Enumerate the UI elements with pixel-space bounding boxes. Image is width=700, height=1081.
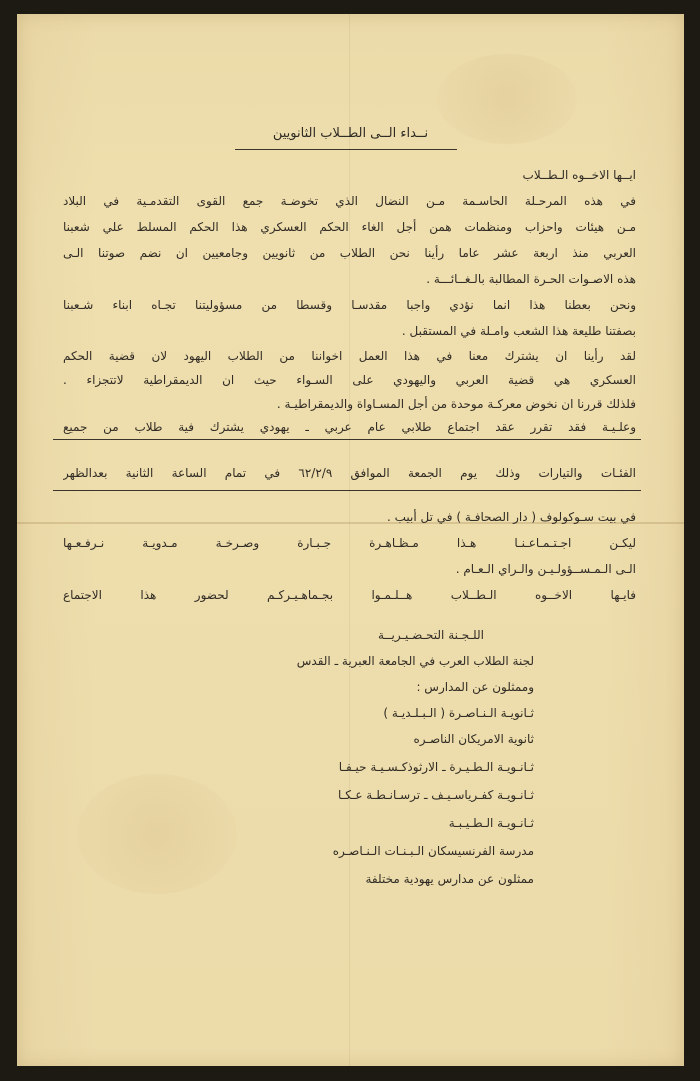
committee-member: ثـانـويـة الـطـيـبـة <box>448 816 534 830</box>
paragraph-1-line-2: مـن هيئات واحزاب ومنظمات همن أجل الغاء الحكم العسكري هذا الحكم المسلط علي شعبنا <box>63 220 636 234</box>
divider-line <box>53 490 641 491</box>
greeting: ايــها الاخــوه الـطــلاب <box>522 168 636 182</box>
location-line-3: الـى الـمـســؤولـيـن والـراي الـعـام . <box>455 562 636 576</box>
paragraph-1-line-1: في هذه المرحـلة الحاسـمة مـن النضال الذي تخوضـة جمع القوى التقدمـية في البلاد <box>63 194 636 208</box>
committee-member: ثـانـويـة كفـرياسـيـف ـ ترسـانـطـة عـكـا <box>338 788 534 802</box>
committee-member: ثـانـويـة الـطـيـرة ـ الارثوذكـسـيـة حيـفـا <box>338 760 534 774</box>
paragraph-2-line-2: بصفتنا طليعة هذا الشعب وامـلة في المستقبل . <box>401 324 636 338</box>
committee-member: وممثلون عن المدارس : <box>416 680 534 694</box>
location-line-4: فايـها الاخــوه الـطــلاب هــلـمـوا بجـماهـيـركـم لحضور هذا الاجتماع <box>63 588 636 602</box>
committee-heading: اللـجـنة التحـضـيـريــة <box>378 628 484 642</box>
paragraph-1-line-4: هذه الاصـوات الحـرة المطالبة بالـغــائـــة . <box>426 272 636 286</box>
committee-member: مدرسة الفرنسيسكان الـبـنـات الـنـاصـره <box>332 844 534 858</box>
page-title: نــداء الــى الطــلاب الثانويين <box>272 126 429 141</box>
paragraph-3-line-1: لقد رأينا ان يشترك معنا في هذا العمل اخواننا من الطلاب اليهود لان قضية الحكم <box>63 349 636 363</box>
paragraph-4: الفئـات والتيارات وذلك يوم الجمعة الموافق ٦٢/٢/٩ في تمام الساعة الثانية بعدالظهر <box>63 466 636 480</box>
location-line-2: ليكـن اجـتـمـاعـنـا هـذا مـظـاهـرة جـبـارة وصـرخـة مـدويـة نـرفـعـها <box>63 536 636 550</box>
paper-stain <box>77 774 237 894</box>
committee-member: ممثلون عن مدارس يهودية مختلفة <box>365 872 534 886</box>
paragraph-3-line-3: فلذلك قررنا ان نخوض معركـة موحدة من أجل المسـاواة والديمقراطيـة . <box>276 397 636 411</box>
divider-line <box>53 439 641 440</box>
paragraph-1-line-3: العربي منذ اربعة عشر عاما رأينا نحن الطلاب من ثانويين وجامعيين ان نضم صوتنا الـى <box>63 246 636 260</box>
document-page <box>17 14 684 1066</box>
committee-member: لجنة الطلاب العرب في الجامعة العبرية ـ القدس <box>296 654 534 668</box>
title-underline <box>235 149 457 150</box>
paragraph-3-line-2: العسكري هي قضية العربي واليهودي على السـواء حيث ان الديمقراطية لاتتجزاء . <box>63 373 636 387</box>
paragraph-2-line-1: ونحن بعطنا هذا انما نؤدي واجبا مقدسـا وقسطا من مسؤوليتنا تجـاه ابناء شـعبنا <box>63 298 636 312</box>
committee-member: ثانوية الامريكان الناصـره <box>413 732 534 746</box>
paragraph-3-line-4: وعلـيـة فقد تقرر عقد اجتماع طلابي عام عربي ـ يهودي يشترك فية طلاب من جميع <box>63 420 636 434</box>
location-line-1: في بيت سـوكولوف ( دار الصحافـة ) في تل أبيب . <box>387 510 636 524</box>
committee-member: ثـانويـة الـنـاصـرة ( الـبـلـديـة ) <box>383 706 534 720</box>
